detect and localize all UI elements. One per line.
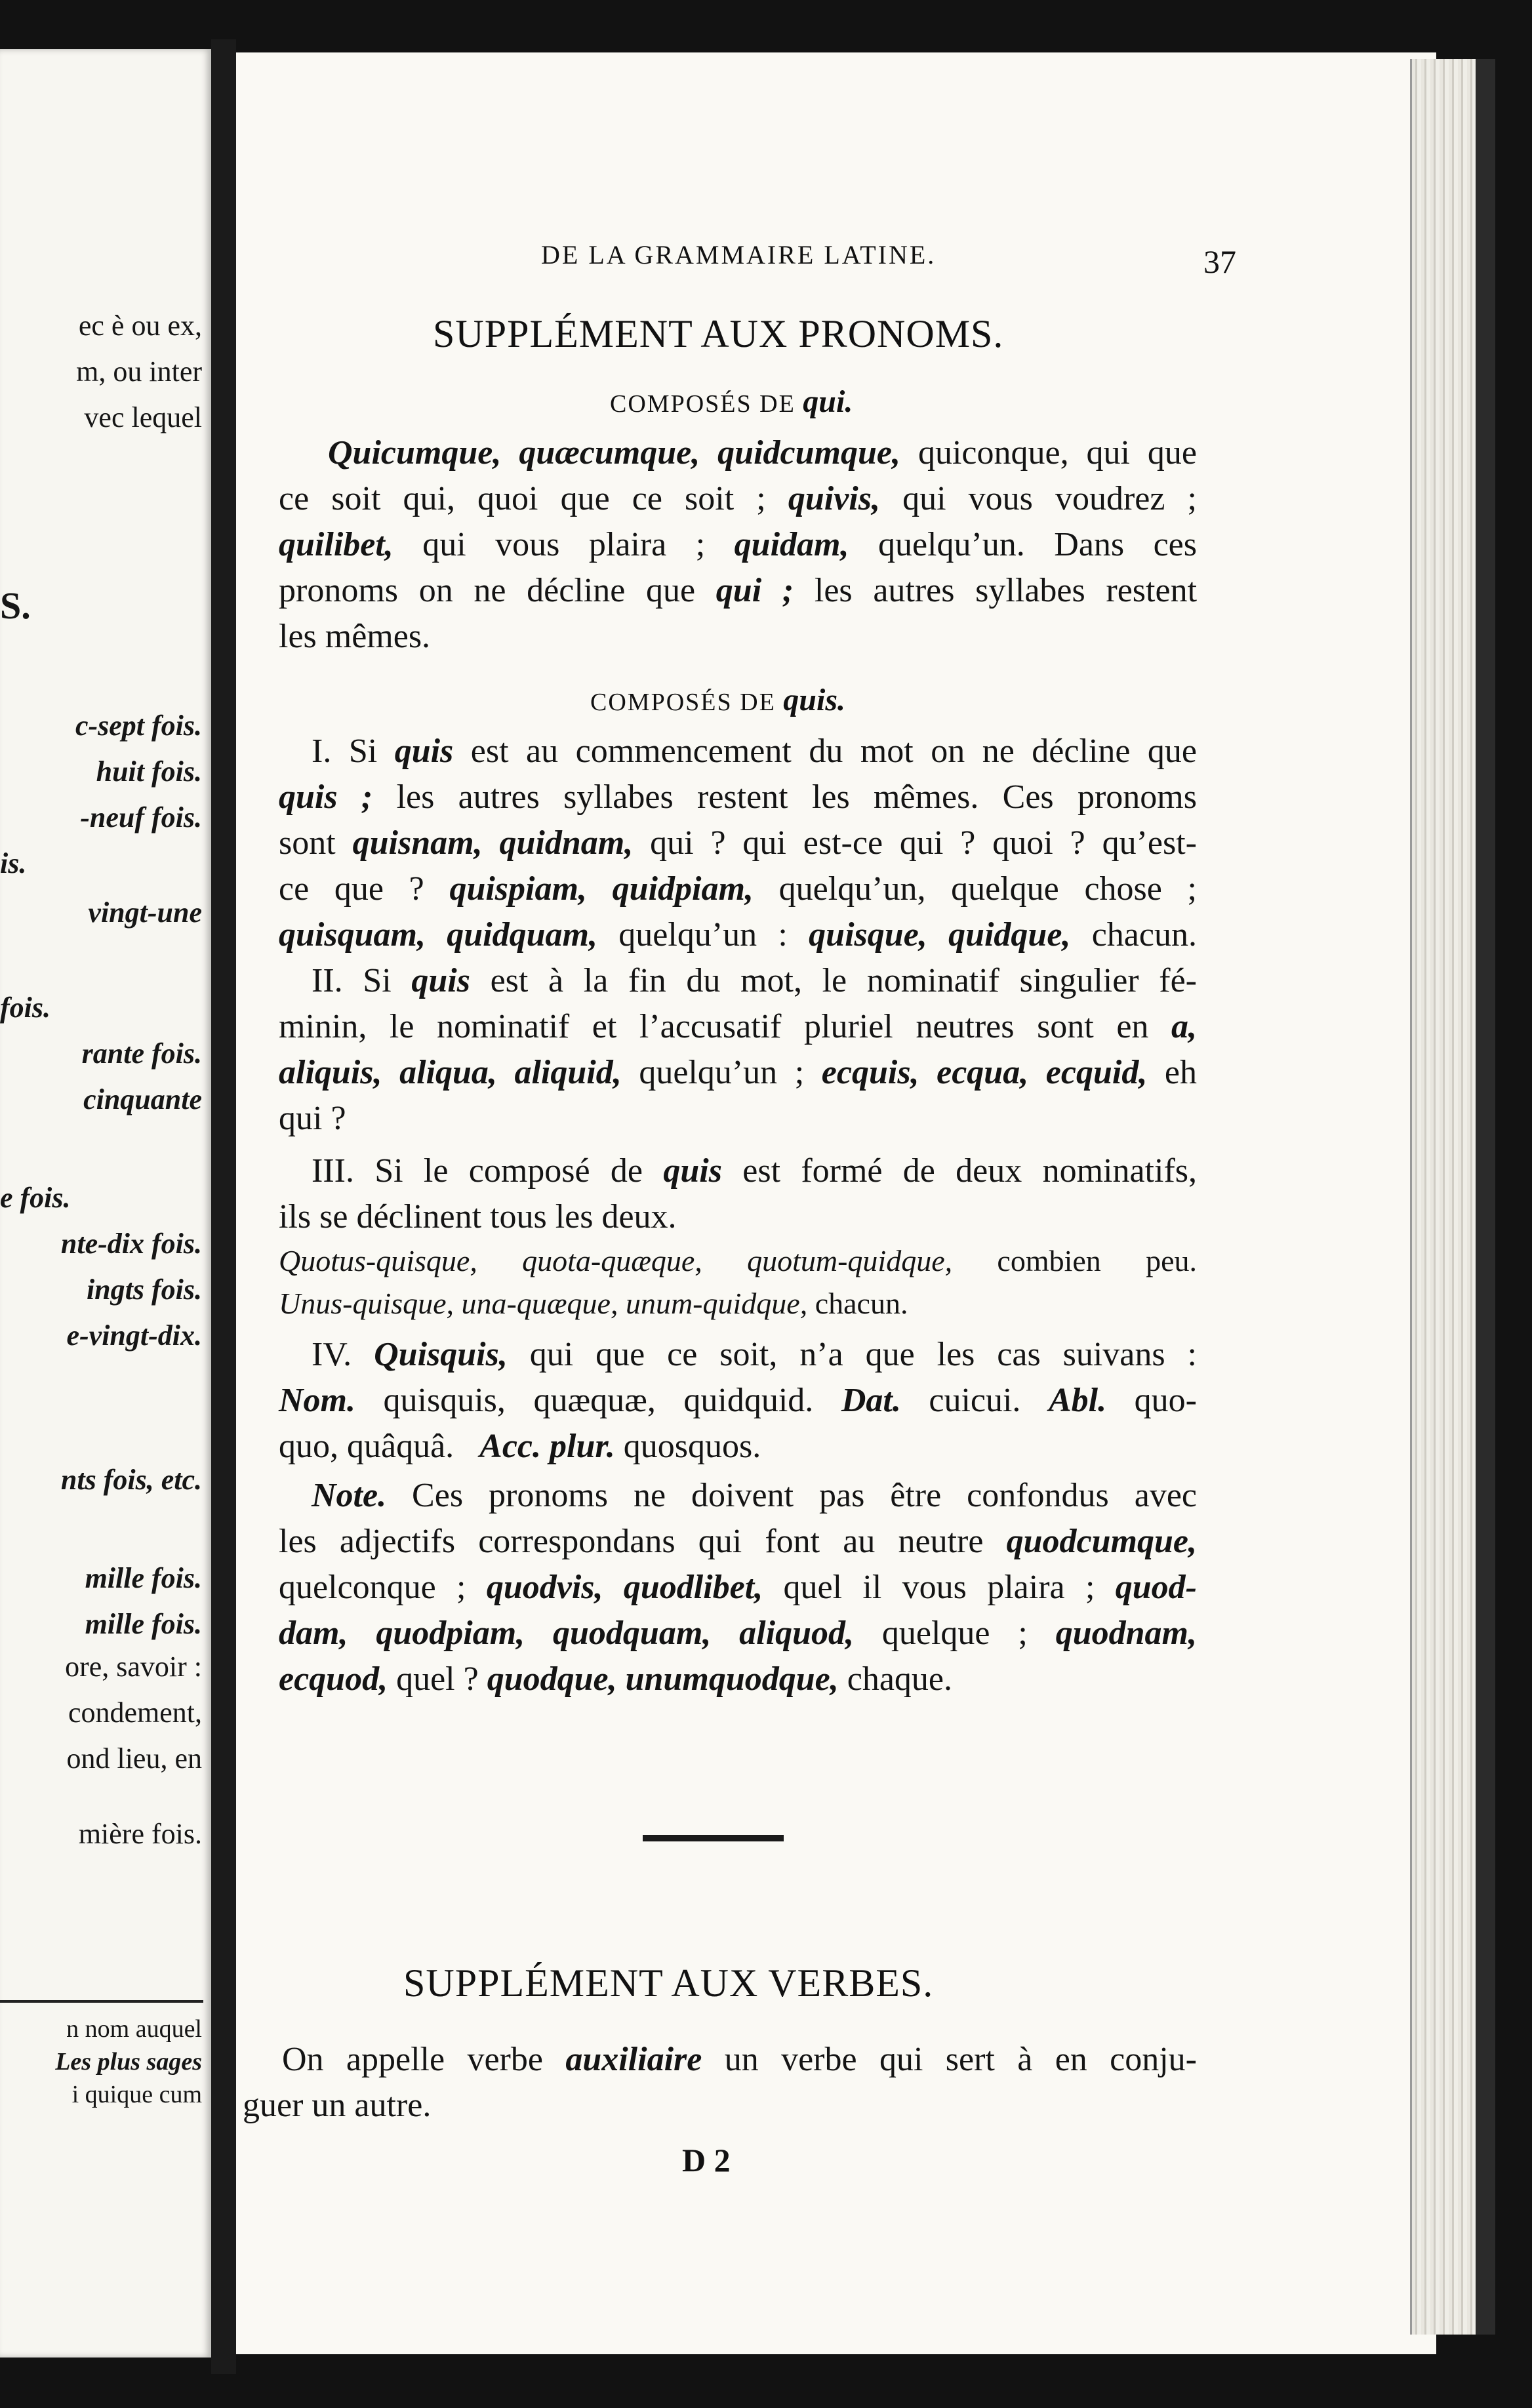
book-edge-shadow — [1476, 59, 1495, 2335]
text-line: Note. Ces pronoms ne doivent pas être confondus avec — [312, 1477, 1197, 1514]
text-line: Quicumque, quæcumque, quidcumque, quiconque, qui que — [328, 434, 1198, 472]
left-line: mille fois. — [85, 1608, 202, 1640]
text-line: ils se déclinent tous les deux. — [279, 1198, 677, 1235]
left-line: S. — [0, 584, 31, 627]
text-line: guer un autre. — [243, 2087, 432, 2124]
footnote-line: n nom auquel — [66, 2015, 202, 2043]
running-title: DE LA GRAMMAIRE LATINE. — [541, 240, 937, 270]
text-line: Unus-quisque, una-quæque, unum-quidque, chacun. — [279, 1287, 908, 1320]
text-line: pronoms on ne décline que qui ; les autres syllabes restent — [279, 572, 1198, 609]
left-line: cinquante — [83, 1083, 202, 1115]
left-line: rante fois. — [81, 1037, 202, 1070]
page-edges — [1410, 59, 1478, 2335]
left-line: vingt-une — [88, 896, 202, 929]
left-line: e-vingt-dix. — [66, 1319, 202, 1352]
text-line: quelconque ; quodvis, quodlibet, quel il vous plaira ; quod- — [279, 1569, 1197, 1606]
text-line: I. Si quis est au commencement du mot on ne décline que — [312, 732, 1197, 770]
signature-mark: D 2 — [682, 2142, 731, 2178]
text-line: dam, quodpiam, quodquam, aliquod, quelque ; quodnam, — [279, 1615, 1197, 1652]
text-line: III. Si le composé de quis est formé de deux nominatifs, — [312, 1152, 1197, 1190]
left-line: mille fois. — [85, 1562, 202, 1594]
left-line: vec lequel — [84, 401, 202, 433]
subheading-word: quis. — [783, 683, 846, 717]
text-line: les adjectifs correspondans qui font au neutre quodcumque, — [279, 1523, 1197, 1560]
text-line: quilibet, qui vous plaira ; quidam, quelqu’un. Dans ces — [279, 526, 1197, 563]
subheading-word: qui. — [803, 384, 853, 419]
text-line: ce que ? quispiam, quidpiam, quelqu’un, quelque chose ; — [279, 870, 1198, 908]
left-line: condement, — [68, 1696, 202, 1729]
subheading-label: COMPOSÉS DE — [610, 390, 796, 418]
text-line: qui ? — [279, 1100, 346, 1137]
left-line: m, ou inter — [76, 355, 202, 388]
left-line: nts fois, etc. — [60, 1464, 202, 1496]
left-line: e fois. — [0, 1182, 71, 1214]
left-line: huit fois. — [96, 755, 202, 788]
section-separator — [643, 1835, 784, 1841]
left-line: nte-dix fois. — [60, 1228, 202, 1260]
left-line: fois. — [0, 992, 50, 1024]
left-line: c-sept fois. — [75, 710, 202, 742]
footnote-line: Les plus sages — [55, 2048, 202, 2076]
text-line: II. Si quis est à la fin du mot, le nominatif singulier fé- — [312, 962, 1197, 999]
text-line: Quotus-quisque, quota-quæque, quotum-quidque, combien peu. — [279, 1244, 1197, 1277]
text-line: ce soit qui, quoi que ce soit ; quivis, qui vous voudrez ; — [279, 480, 1197, 517]
main-page — [236, 52, 1436, 2354]
left-page-fragment — [0, 49, 211, 2358]
text-line: IV. Quisquis, qui que ce soit, n’a que les cas suivans : — [312, 1336, 1197, 1373]
text-line: quis ; les autres syllabes restent les mêmes. Ces pronoms — [279, 778, 1197, 816]
subheading-quis — [590, 682, 845, 718]
left-line: is. — [0, 847, 27, 879]
subheading-label: COMPOSÉS DE — [590, 689, 776, 716]
left-line: ingts fois. — [86, 1274, 202, 1306]
subheading-qui — [610, 384, 853, 420]
text-line: Nom. quisquis, quæquæ, quidquid. Dat. cuicui. Abl. quo- — [279, 1382, 1197, 1419]
book-gutter — [211, 39, 236, 2374]
left-line: -neuf fois. — [80, 801, 202, 833]
text-line: On appelle verbe auxiliaire un verbe qui sert à en conju- — [282, 2041, 1197, 2078]
text-line: aliquis, aliqua, aliquid, quelqu’un ; ecquis, ecqua, ecquid, eh — [279, 1054, 1198, 1091]
text-line: quisquam, quidquam, quelqu’un : quisque, quidque, chacun. — [279, 916, 1197, 953]
section-title-pronoms: SUPPLÉMENT AUX PRONOMS. — [433, 312, 1004, 355]
page-number: 37 — [1203, 243, 1236, 280]
text-line: sont quisnam, quidnam, qui ? qui est-ce qui ? quoi ? qu’est- — [279, 824, 1197, 862]
left-line: ore, savoir : — [65, 1651, 202, 1683]
left-line: ec è ou ex, — [78, 310, 202, 342]
footnote-rule — [0, 2000, 203, 2003]
footnote-line: i quique cum — [71, 2081, 202, 2108]
left-line: ond lieu, en — [66, 1742, 202, 1775]
section-title-verbes: SUPPLÉMENT AUX VERBES. — [403, 1961, 934, 2005]
text-line: les mêmes. — [279, 618, 431, 655]
left-line: mière fois. — [78, 1818, 202, 1850]
text-line: minin, le nominatif et l’accusatif pluriel neutres sont en a, — [279, 1008, 1197, 1045]
text-line: quo, quâquâ. Acc. plur. quosquos. — [279, 1428, 761, 1465]
text-line: ecquod, quel ? quodque, unumquodque, chaque. — [279, 1660, 952, 1698]
